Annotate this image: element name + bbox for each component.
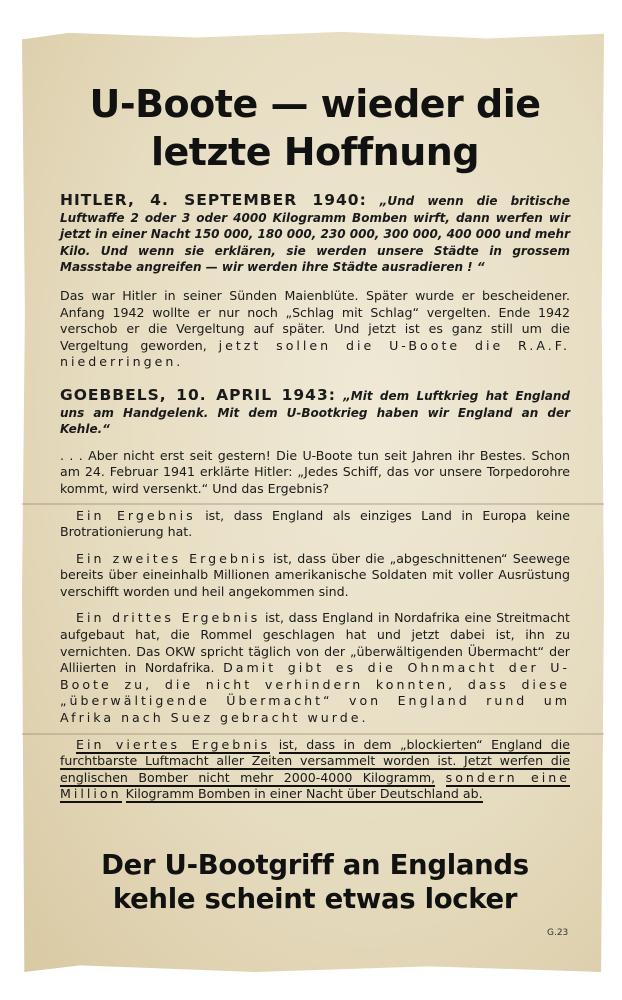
result-4-text-end: Kilogramm Bomben in einer Nacht über Deutschland ab. — [125, 786, 483, 802]
closing-headline — [60, 848, 570, 916]
closing-line-1: Der U-Bootgriff an Englands — [101, 849, 529, 881]
hitler-lead: HITLER, 4. SEPTEMBER 1940: — [60, 191, 367, 209]
leaflet-code: G.23 — [547, 928, 569, 938]
result-3-text: ist, dass England in Nordafrika eine Streitmacht aufgebaut hat, die Rommel geschlagen hat und jetzt dabei ist, ihn zu vernichten. Das OKW spricht täglich von der „überwältigenden Übermacht“ der Alliierten in Nordafrika. — [60, 610, 570, 676]
vergeltung-spaced: jetzt sollen die U-Boote die R.A.F. niederringen. — [60, 337, 570, 370]
result-4-label: Ein viertes Ergebnis — [76, 736, 271, 752]
result-2-label: Ein zweites Ergebnis — [76, 550, 268, 566]
result-1-paragraph — [60, 508, 570, 541]
vergeltung-text: Das war Hitler in seiner Sünden Maienblüte. Später wurde er bescheidener. Anfang 1942 wollte er nur noch „Schlag mit Schlag“ vergelten. Ende 1942 verschob er die Vergeltung auf später. Und jetzt ist es ganz still um die Vergeltung geworden, — [60, 287, 570, 353]
result-1-text: ist, dass England als einziges Land in Europa keine Brotrationierung hat. — [60, 507, 570, 540]
hitler-quote-paragraph — [60, 192, 570, 276]
title-line-1: U-Boote — wieder die — [89, 82, 541, 126]
result-4-paragraph — [60, 737, 570, 803]
result-2-text: ist, dass über die „abgeschnittenen“ Seewege bereits über eineinhalb Millionen amerikanische Soldaten mit voller Ausrüstung verschifft worden und heil angekommen sind. — [60, 550, 570, 599]
leaflet-title — [60, 80, 570, 176]
torpedo-text: . . . Aber nicht erst seit gestern! Die U-Boote tun seit Jahren ihr Bestes. Schon am 24. Februar 1941 erklärte Hitler: „Jedes Schiff, das vor unsere Torpedorohre kommt, wird versenkt.“ Und das Ergebnis? — [60, 447, 570, 496]
goebbels-quote: „Mit dem Luftkrieg hat England uns am Handgelenk. Mit dem U-Bootkrieg haben wir England an der Kehle.“ — [60, 388, 570, 437]
result-3-spaced: Damit gibt es die Ohnmacht der U-Boote zu, die nicht verhindern konnten, dass diese „überwältigende Übermacht“ von England rund um Afrika nach Suez gebracht wurde. — [60, 660, 570, 726]
closing-line-2: kehle scheint etwas locker — [112, 883, 518, 915]
vergeltung-paragraph — [60, 288, 570, 371]
result-1-label: Ein Ergebnis — [76, 507, 196, 523]
result-3-label: Ein drittes Ergebnis — [76, 610, 261, 626]
goebbels-quote-paragraph — [60, 387, 570, 438]
result-3-paragraph — [60, 610, 570, 726]
title-line-2: letzte Hoffnung — [150, 130, 480, 174]
result-4-spaced: sondern eine Million — [60, 769, 570, 802]
result-2-paragraph — [60, 551, 570, 601]
leaflet-body — [60, 80, 570, 803]
goebbels-lead: GOEBBELS, 10. APRIL 1943: — [60, 385, 336, 404]
hitler-quote: „Und wenn die britische Luftwaffe 2 oder 3 oder 4000 Kilogramm Bomben wirft, dann werfen wir jetzt in einer Nacht 150 000, 180 000, 230 000, 300 000, 400 000 und mehr Kilo. Und wenn sie erklären, sie werden unsere Städte in grossem Massstabe angreifen — wir werden ihre Städte ausradieren ! “ — [60, 194, 570, 275]
torpedo-paragraph — [60, 448, 570, 498]
result-4-text: ist, dass in dem „blockierten“ England die furchtbarste Luftmacht aller Zeiten versammelt worden ist. Jetzt werfen die englischen Bomber nicht mehr 2000-4000 Kilogramm, — [60, 736, 570, 785]
